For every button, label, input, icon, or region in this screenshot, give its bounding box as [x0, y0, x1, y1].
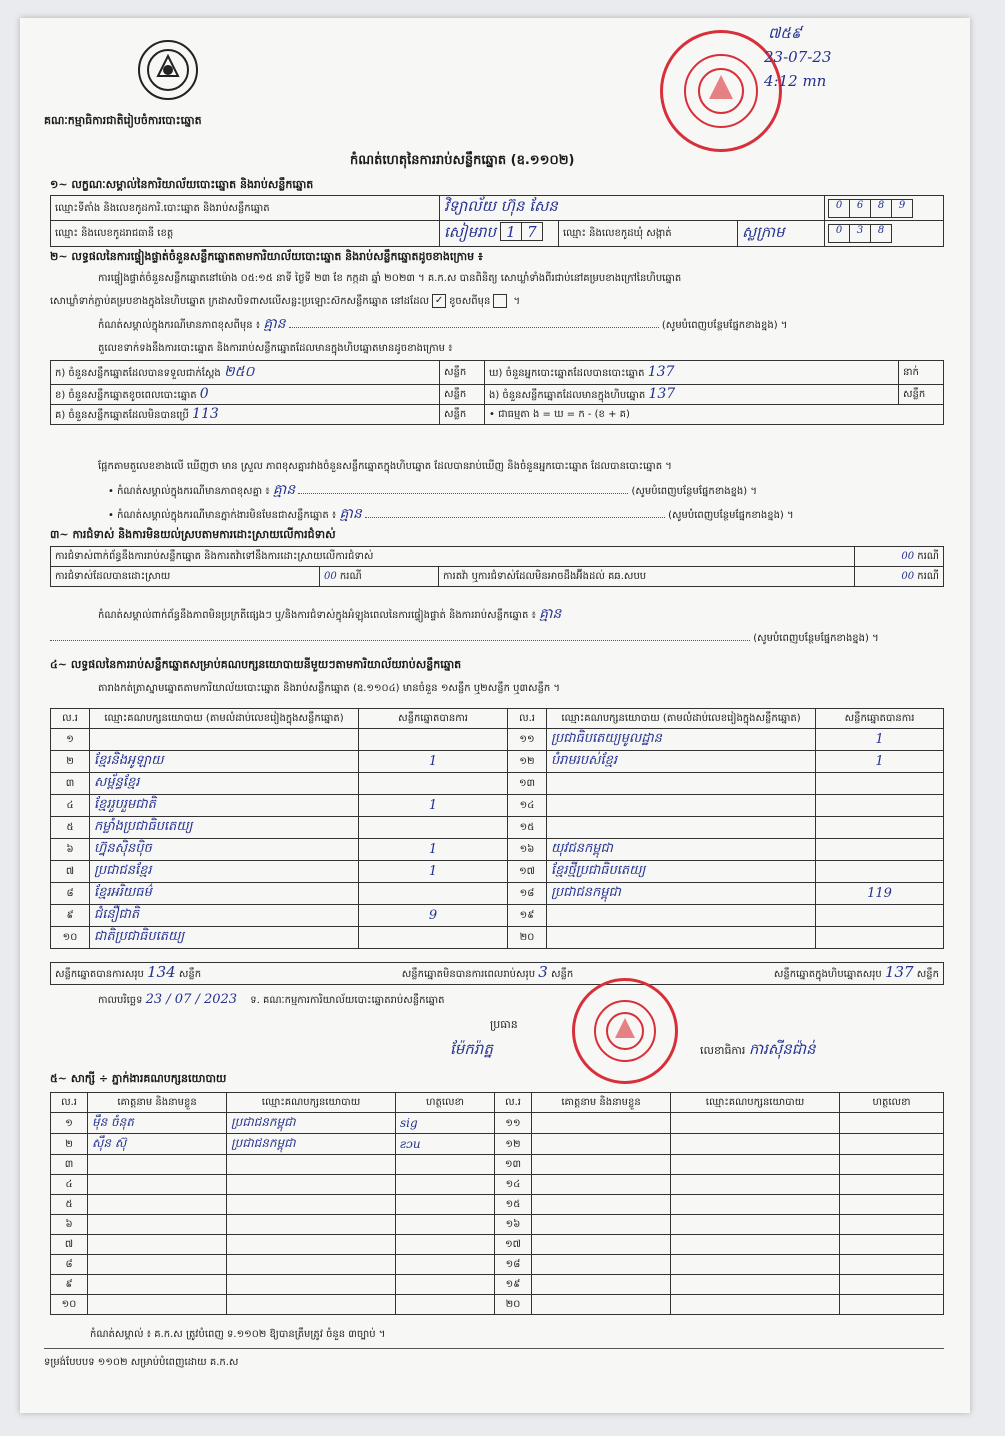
vote-count: [816, 927, 944, 949]
witness-signature: [396, 1195, 495, 1215]
section2-line1: ការផ្ទៀងផ្ទាត់ចំនួនសន្លឹកឆ្នោតនៅម៉ោង ០៥:១៥ នាទី ថ្ងៃទី ២៣ ខែ កក្កដា ឆ្នាំ ២០២៣ ។ គ.ក.ស បានពិនិត្យ សោឃ្លាំទាំងពីរជាប់នៅគម្របខាងក្រៅនៃហិបឆ្នោត: [98, 273, 682, 284]
results-row: [51, 795, 944, 817]
secretary-label: លេខាធិការ ការស៊ីនជ៉ាន់: [700, 1040, 816, 1058]
witness-signature: [840, 1175, 944, 1195]
section2-line2: សោឃ្លាំទាក់ភ្ជាប់គម្របខាងក្នុងនៃហិបឆ្នោត ក្រដាសបិទពាសលើសន្លះប្រឡោះស៊កសន្លឹកឆ្នោត នៅដដែល ✓ ខូចសពីមុន ។: [50, 295, 521, 307]
witness-name: [532, 1134, 671, 1155]
witness-name: [88, 1155, 227, 1175]
party-name: ហ្វ៊ុនស៊ិនប៉ិច: [90, 839, 359, 861]
vote-count: [816, 905, 944, 927]
document-page: [20, 18, 970, 1413]
section1-table: [50, 195, 944, 247]
witness-row: [51, 1155, 944, 1175]
complaints-label: ការជំទាស់ពាក់ព័ន្ធនឹងការរាប់សន្លឹកឆ្នោត និងការតវ៉ាទៅនឹងការដោះស្រាយលើការជំទាស់: [51, 547, 855, 567]
row-number: ១: [51, 729, 90, 751]
unresolved-label: ការតវ៉ា ឬការជំទាស់ដែលមិនអាចដឹងអ៊ីងដល់ គឆ.សបប: [439, 567, 855, 587]
witness-party: [671, 1134, 840, 1155]
section2-intro: តួលេខទាក់ទងនឹងការបោះឆ្នោត និងការរាប់សន្លឹកឆ្នោតដែលមានក្នុងហិបឆ្នោតមានដូចខាងក្រោម ៖: [98, 343, 453, 354]
row-number: ១៤: [508, 795, 547, 817]
location-value: វិទ្យាល័យ ហ៊ុន សែន: [440, 196, 825, 221]
row-number: ៤: [51, 1175, 88, 1195]
witness-name: ស៊ឹន ស៊ុ: [88, 1134, 227, 1155]
witness-signature: [840, 1295, 944, 1315]
vote-count: [816, 861, 944, 883]
party-name: [547, 773, 816, 795]
witness-signature: [840, 1255, 944, 1275]
row-number: ៩: [51, 905, 90, 927]
witness-row: [51, 1175, 944, 1195]
row-number: ១៣: [508, 773, 547, 795]
witness-party: [671, 1195, 840, 1215]
bullet-nonballot: • កំណត់សម្គាល់ក្នុងករណីមានភ្នាក់ងារមិនមែនជាសន្លឹកឆ្នោត ៖ គ្មាន (សូមបំពេញបន្ថែមផ្នែកខាងខ្នង) ។: [108, 506, 794, 522]
witness-row: [51, 1235, 944, 1255]
row-number: ១៤: [495, 1175, 532, 1195]
ballot-row-a: ក) ចំនួនសន្លឹកឆ្នោតដែលបានទទួលជាក់ស្តែង ២៥០ សន្លឹក ឃ) ចំនួនអ្នកបោះឆ្នោតដែលបានបោះឆ្នោត 137 នាក់: [51, 361, 944, 385]
witness-name: [532, 1113, 671, 1134]
witness-party: [671, 1215, 840, 1235]
party-name: ប្រជាជនខ្មែរ: [90, 861, 359, 883]
vote-count: [359, 927, 508, 949]
compare-line: ផ្អែកតាមតួលេខខាងលើ ឃើញថា មាន ស្រួល ភាពខុសគ្នារវាងចំនួនសន្លឹកឆ្នោតក្នុងហិបឆ្នោត ដែលបានរាប់ឃើញ និងចំនួនអ្នកបោះឆ្នោត ដែលបានបោះឆ្នោត ។: [98, 461, 672, 472]
row-number: ៨: [51, 883, 90, 905]
bullet-difference: • កំណត់សម្គាល់ក្នុងករណីមានភាពខុសគ្នា ៖ គ្មាន (សូមបំពេញបន្ថែមផ្នែកខាងខ្នង) ។: [108, 482, 757, 498]
section3-fill: (សូមបំពេញបន្ថែមផ្នែកខាងខ្នង) ។: [50, 632, 950, 645]
section4-intro: តារាងកត់ត្រាស្នាមឆ្នោតតាមការិយាល័យបោះឆ្នោត និងរាប់សន្លឹកឆ្នោត (ឧ.១១០៤) មានចំនួន ១សន្លឹក ឬ២សន្លឹក ឬ៣សន្លឹក ។: [98, 683, 560, 694]
row-number: ២: [51, 751, 90, 773]
witness-signature: [840, 1113, 944, 1134]
footer-form: ទម្រង់បែបបទ ១១០២ សម្រាប់បំពេញដោយ គ.ក.ស: [44, 1357, 239, 1368]
witness-party: [227, 1155, 396, 1175]
witness-name: [532, 1235, 671, 1255]
vote-count: 1: [359, 839, 508, 861]
witness-signature: [396, 1235, 495, 1255]
row-number: ១៨: [495, 1255, 532, 1275]
witness-signature: [840, 1134, 944, 1155]
witness-name: [532, 1155, 671, 1175]
witness-name: ម៉ឹន ចំនុត: [88, 1113, 227, 1134]
witness-row: [51, 1295, 944, 1315]
witness-party: [671, 1235, 840, 1255]
results-row: [51, 817, 944, 839]
vote-count: 119: [816, 883, 944, 905]
party-name: ខ្មែរនិងអូឡាយ: [90, 751, 359, 773]
ballot-count-table: [50, 360, 944, 425]
footer-divider: [44, 1348, 944, 1349]
stamp-note-2: 23-07-23: [764, 48, 832, 66]
party-name: [547, 817, 816, 839]
complaints-table: ការជំទាស់ពាក់ព័ន្ធនឹងការរាប់សន្លឹកឆ្នោត និងការតវ៉ាទៅនឹងការដោះស្រាយលើការជំទាស់ 00 ករណី ការជំទាស់ដែលបានដោះស្រាយ 00 ករណី ការតវ៉ា ឬការជំទាស់ដែលមិនអាចដឹងអ៊ីងដល់ គឆ.សបប 00 ករណី: [50, 546, 944, 587]
witness-row: [51, 1195, 944, 1215]
row-number: ១០: [51, 1295, 88, 1315]
witness-party: ប្រជាជនកម្ពុជា: [227, 1113, 396, 1134]
witness-signature: [840, 1275, 944, 1295]
footer-note: កំណត់សម្គាល់ ៖ គ.ក.ស ត្រូវបំពេញ ទ.១១០២ ឱ្យបានត្រឹមត្រូវ ចំនួន ៣ច្បាប់ ។: [90, 1329, 386, 1340]
row-number: ១៥: [508, 817, 547, 839]
row-number: ៧: [51, 1235, 88, 1255]
party-results-table: ល.រ ឈ្មោះគណបក្សនយោបាយ (តាមលំដាប់លេខរៀងក្នុងសន្លឹកឆ្នោត) សន្លឹកឆ្នោតបានការ ល.រ ឈ្មោះគណបក្សនយោបាយ (តាមលំដាប់លេខរៀងក្នុងសន្លឹកឆ្នោត) សន្លឹកឆ្នោតបានការ ១ ១១ ប្រជាធិបតេយ្យមូលដ្ឋាន 1 ២ ខ្មែរនិងអូឡាយ 1 ១២ បំរាមរបស់ខ្មែរ 1 ៣ សម្ព័ន្ធខ្មែរ ១៣ ៤ ខ្មែររួបរួមជាតិ 1 ១៤ ៥ កម្លាំងប្រជាធិបតេយ្យ ១៥ ៦ ហ្វ៊ុនស៊ិនប៉ិច 1 ១៦ យុវជនកម្ពុជា ៧ ប្រជាជនខ្មែរ 1 ១៧ ខ្មែរថ្មីប្រជាធិបតេយ្យ ៨ ខ្មែរអរិយធម៌ ១៨ ប្រជាជនកម្ពុជា 119 ៩ ជំនឿជាតិ 9 ១៩ ១០ ជាតិប្រជាធិបតេយ្យ ២០: [50, 708, 944, 949]
official-seal-bottom: [572, 978, 678, 1084]
row-number: ៣: [51, 1155, 88, 1175]
results-row: [51, 729, 944, 751]
witness-name: [88, 1215, 227, 1235]
vote-count: [816, 773, 944, 795]
date-line: កាលបរិច្ឆេទ 23 / 07 / 2023 ទ. គណៈកម្មការការិយាល័យបោះឆ្នោតរាប់សន្លឹកឆ្នោត: [98, 992, 445, 1007]
party-name: យុវជនកម្ពុជា: [547, 839, 816, 861]
committee-name: គណៈកម្មាធិការជាតិរៀបចំការបោះឆ្នោត: [44, 114, 202, 127]
party-name: ខ្មែរថ្មីប្រជាធិបតេយ្យ: [547, 861, 816, 883]
witness-party: [227, 1255, 396, 1275]
results-row: [51, 751, 944, 773]
row-number: ១៣: [495, 1155, 532, 1175]
row-number: ៣: [51, 773, 90, 795]
witness-party: [671, 1113, 840, 1134]
vote-count: 1: [359, 861, 508, 883]
damaged-checkbox[interactable]: [493, 294, 507, 308]
results-row: [51, 883, 944, 905]
witness-party: [671, 1175, 840, 1195]
party-name: ជាតិប្រជាធិបតេយ្យ: [90, 927, 359, 949]
row-number: ១៧: [495, 1235, 532, 1255]
party-name: [547, 927, 816, 949]
section3-note: កំណត់សម្គាល់ពាក់ព័ន្ធនឹងភាពមិនប្រក្រតីផ្សេងៗ ឬ/និងការជំទាស់ក្នុងអំឡុងពេលនៃការផ្ទៀងផ្ទាត់ និងការរាប់សន្លឹកឆ្នោត ៖ គ្មាន: [98, 606, 562, 622]
vote-count: 9: [359, 905, 508, 927]
party-name: ប្រជាធិបតេយ្យមូលដ្ឋាន: [547, 729, 816, 751]
witness-signature: ƨɔu: [396, 1134, 495, 1155]
row-number: ១០: [51, 927, 90, 949]
witness-signature: [396, 1275, 495, 1295]
witness-signature: [840, 1195, 944, 1215]
vote-count: 1: [359, 795, 508, 817]
witness-signature: [396, 1295, 495, 1315]
section2-heading: ២~ លទ្ធផលនៃការផ្ទៀងផ្ទាត់ចំនួនសន្លឹកឆ្នោតតាមការិយាល័យបោះឆ្នោត និងរាប់សន្លឹកឆ្នោតដូចខាងក្រោម ៖: [50, 250, 483, 263]
witness-party: [227, 1235, 396, 1255]
results-row: [51, 927, 944, 949]
witness-name: [532, 1215, 671, 1235]
vote-count: 1: [359, 751, 508, 773]
witness-name: [532, 1275, 671, 1295]
row-number: ៦: [51, 1215, 88, 1235]
results-row: [51, 773, 944, 795]
party-name: [90, 729, 359, 751]
vote-count: [359, 729, 508, 751]
witness-name: [88, 1235, 227, 1255]
totals-row: សន្លឹកឆ្នោតបានការសរុប 134 សន្លឹក សន្លឹកឆ្នោតមិនបានការពេលរាប់សរុប 3 សន្លឹក សន្លឹកឆ្នោតក្នុងហិបឆ្នោតសរុប 137 សន្លឹក: [50, 962, 944, 985]
row-number: ៤: [51, 795, 90, 817]
party-name: [547, 905, 816, 927]
witness-signature: sig: [396, 1113, 495, 1134]
row-number: ១៦: [495, 1215, 532, 1235]
witness-name: [88, 1275, 227, 1295]
witness-signature: [840, 1235, 944, 1255]
vote-count: 1: [816, 751, 944, 773]
witness-name: [532, 1195, 671, 1215]
province-label: ឈ្មោះ និងលេខកូដរាជធានី ខេត្ត: [51, 221, 440, 247]
witness-row: [51, 1113, 944, 1134]
row-number: ១១: [495, 1113, 532, 1134]
witness-signature: [396, 1175, 495, 1195]
row-number: ១៦: [508, 839, 547, 861]
witness-row: [51, 1134, 944, 1155]
witness-signature: [840, 1155, 944, 1175]
row-number: ៩: [51, 1275, 88, 1295]
witness-row: [51, 1255, 944, 1275]
row-number: ២០: [495, 1295, 532, 1315]
row-number: ១១: [508, 729, 547, 751]
section5-heading: ៥~ សាក្សី ÷ ភ្នាក់ងារគណបក្សនយោបាយ: [50, 1072, 227, 1085]
witness-name: [532, 1295, 671, 1315]
witness-party: [227, 1275, 396, 1295]
resolved-label: ការជំទាស់ដែលបានដោះស្រាយ: [51, 567, 320, 587]
row-number: ១២: [508, 751, 547, 773]
witness-party: ប្រជាជនកម្ពុជា: [227, 1134, 396, 1155]
party-name: ខ្មែររួបរួមជាតិ: [90, 795, 359, 817]
witness-name: [532, 1175, 671, 1195]
row-number: ១៩: [495, 1275, 532, 1295]
row-number: ១៥: [495, 1195, 532, 1215]
row-number: ១: [51, 1113, 88, 1134]
commune-value: ស្លក្រាម: [738, 221, 825, 247]
section2-note: កំណត់សម្គាល់ក្នុងករណីមានភាពខុសពីមុន ៖ គ្មាន (សូមបំពេញបន្ថែមផ្នែកខាងខ្នង) ។: [98, 316, 788, 332]
party-name: ប្រជាជនកម្ពុជា: [547, 883, 816, 905]
witness-party: [671, 1295, 840, 1315]
president-signature: ម៉ែករ៉ាត្ន: [450, 1040, 493, 1058]
witness-name: [88, 1195, 227, 1215]
section3-heading: ៣~ ការជំទាស់ និងការមិនយល់ស្របតាមការដោះស្រាយលើការជំទាស់: [50, 528, 336, 541]
commune-code: 0 3 8: [825, 221, 944, 247]
witness-party: [671, 1255, 840, 1275]
stamp-note-1: ៧៥៩: [768, 24, 802, 42]
province-value: សៀមរាប 1 7: [440, 221, 559, 247]
row-number: ៥: [51, 817, 90, 839]
vote-count: 1: [816, 729, 944, 751]
intact-checkbox[interactable]: ✓: [432, 294, 446, 308]
location-code: 0 6 8 9: [825, 196, 944, 221]
section1-heading: ១~ លក្ខណៈសម្គាល់នៃការិយាល័យបោះឆ្នោត និងរាប់សន្លឹកឆ្នោត: [50, 178, 314, 191]
row-number: ៥: [51, 1195, 88, 1215]
witness-party: [227, 1195, 396, 1215]
stamp-note-3: 4:12 mn: [764, 72, 827, 90]
witness-row: [51, 1275, 944, 1295]
results-row: [51, 905, 944, 927]
witness-name: [88, 1255, 227, 1275]
ballot-row-b: ខ) ចំនួនសន្លឹកឆ្នោតខូចពេលបោះឆ្នោត 0 សន្លឹក ង) ចំនួនសន្លឹកឆ្នោតដែលមានក្នុងហិបឆ្នោត 137 សន្លឹក: [51, 385, 944, 405]
row-number: ២០: [508, 927, 547, 949]
vote-count: [816, 795, 944, 817]
witness-row: [51, 1215, 944, 1235]
witness-party: [227, 1175, 396, 1195]
section4-heading: ៤~ លទ្ធផលនៃការរាប់សន្លឹកឆ្នោតសម្រាប់គណបក្សនយោបាយនីមួយៗតាមការិយាល័យរាប់សន្លឹកឆ្នោត: [50, 658, 462, 671]
row-number: ៨: [51, 1255, 88, 1275]
commune-label: ឈ្មោះ និងលេខកូដឃុំ សង្កាត់: [559, 221, 738, 247]
vote-count: [359, 883, 508, 905]
party-name: ជំនឿជាតិ: [90, 905, 359, 927]
witness-signature: [840, 1215, 944, 1235]
witness-signature: [396, 1155, 495, 1175]
witness-signature: [396, 1255, 495, 1275]
vote-count: [359, 817, 508, 839]
party-name: បំរាមរបស់ខ្មែរ: [547, 751, 816, 773]
row-number: ៧: [51, 861, 90, 883]
president-label: ប្រធាន: [490, 1018, 518, 1031]
party-name: កម្លាំងប្រជាធិបតេយ្យ: [90, 817, 359, 839]
witness-party: [671, 1155, 840, 1175]
vote-count: [359, 773, 508, 795]
row-number: ១២: [495, 1134, 532, 1155]
results-row: [51, 861, 944, 883]
witness-name: [532, 1255, 671, 1275]
witness-table: ល.រ គោត្តនាម និងនាមខ្លួន ឈ្មោះគណបក្សនយោបាយ ហត្ថលេខា ល.រ គោត្តនាម និងនាមខ្លួន ឈ្មោះគណបក្សនយោបាយ ហត្ថលេខា ១ ម៉ឹន ចំនុត ប្រជាជនកម្ពុជា sig ១១ ២ ស៊ឹន ស៊ុ ប្រជាជនកម្ពុជា ƨɔu ១២ ៣ ១៣ ៤ ១៤ ៥ ១៥ ៦ ១៦ ៧ ១៧ ៨ ១៨ ៩ ១៩ ១០ ២០: [50, 1092, 944, 1315]
results-row: [51, 839, 944, 861]
party-name: [547, 795, 816, 817]
party-name: ខ្មែរអរិយធម៌: [90, 883, 359, 905]
party-name: សម្ព័ន្ធខ្មែរ: [90, 773, 359, 795]
witness-party: [227, 1215, 396, 1235]
row-number: ២: [51, 1134, 88, 1155]
ballot-row-c: គ) ចំនួនសន្លឹកឆ្នោតដែលមិនបានប្រើ 113 សន្លឹក • ជាធម្មតា ង = ឃ = ក - (ខ + គ): [51, 405, 944, 425]
row-number: ១៨: [508, 883, 547, 905]
witness-party: [227, 1295, 396, 1315]
witness-name: [88, 1175, 227, 1195]
witness-party: [671, 1275, 840, 1295]
location-label: ឈ្មោះទីតាំង និងលេខកូដការិ.បោះឆ្នោត និងរាប់សន្លឹកឆ្នោត: [51, 196, 440, 221]
document-title: កំណត់ហេតុនៃការរាប់សន្លឹកឆ្នោត (ឧ.១១០២): [350, 153, 575, 168]
witness-signature: [396, 1215, 495, 1235]
row-number: ១៩: [508, 905, 547, 927]
row-number: ១៧: [508, 861, 547, 883]
row-number: ៦: [51, 839, 90, 861]
nec-emblem-icon: [138, 40, 198, 100]
vote-count: [816, 817, 944, 839]
witness-name: [88, 1295, 227, 1315]
vote-count: [816, 839, 944, 861]
